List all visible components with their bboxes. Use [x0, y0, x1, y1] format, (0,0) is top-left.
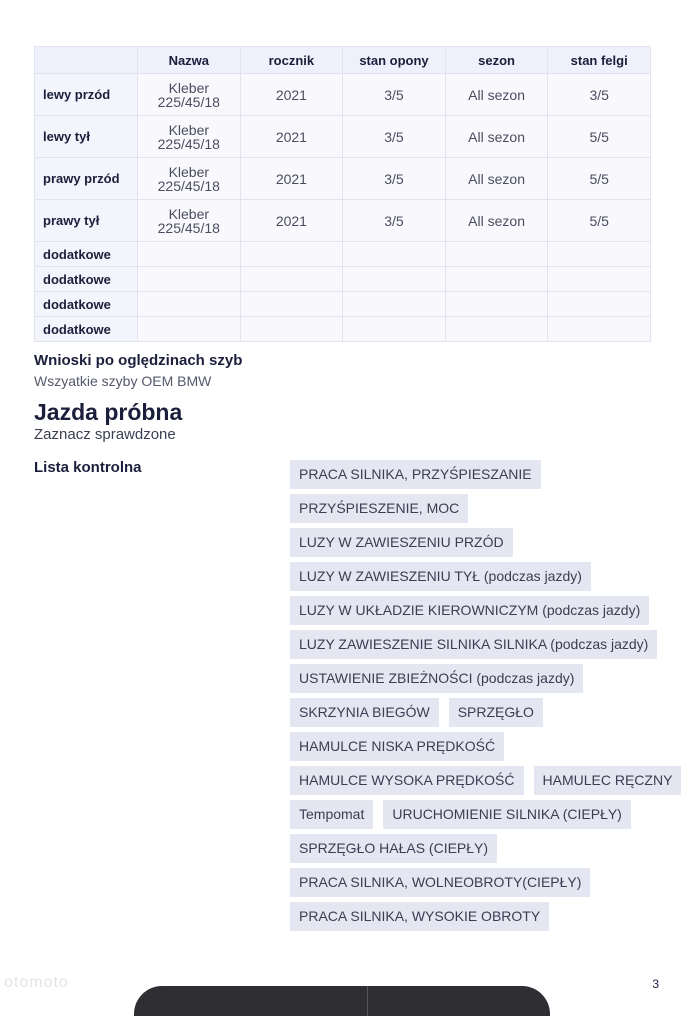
empty-cell — [445, 242, 548, 267]
checklist-item[interactable]: SPRZĘGŁO HAŁAS (CIEPŁY) — [290, 834, 497, 863]
tire-name-cell — [138, 74, 241, 116]
watermark: otomoto — [4, 974, 69, 991]
row-label: dodatkowe — [35, 292, 138, 317]
empty-cell — [445, 292, 548, 317]
row-label: lewy tył — [35, 116, 138, 158]
checklist-item[interactable]: HAMULCE NISKA PRĘDKOŚĆ — [290, 732, 504, 761]
checklist-item[interactable]: LUZY W ZAWIESZENIU TYŁ (podczas jazdy) — [290, 562, 591, 591]
checklist-label: Lista kontrolna — [34, 459, 142, 476]
checklist-item[interactable]: LUZY W ZAWIESZENIU PRZÓD — [290, 528, 513, 557]
checklist-item[interactable]: PRACA SILNIKA, PRZYŚPIESZANIE — [290, 460, 541, 489]
checklist-item[interactable]: LUZY W UKŁADZIE KIEROWNICZYM (podczas jazdy) — [290, 596, 649, 625]
tire-name-cell — [138, 158, 241, 200]
season-cell: All sezon — [445, 200, 548, 242]
checklist-item[interactable]: PRACA SILNIKA, WOLNEOBROTY(CIEPŁY) — [290, 868, 590, 897]
row-label: dodatkowe — [35, 242, 138, 267]
checklist-item[interactable]: PRZYŚPIESZENIE, MOC — [290, 494, 468, 523]
checklist-item[interactable]: SPRZĘGŁO — [449, 698, 543, 727]
empty-cell — [343, 267, 446, 292]
empty-cell — [240, 317, 343, 342]
table-row-extra — [35, 242, 651, 267]
empty-cell — [548, 317, 651, 342]
season-cell: All sezon — [445, 116, 548, 158]
header-tire-condition: stan opony — [343, 47, 446, 74]
checklist-item[interactable]: Tempomat — [290, 800, 373, 829]
year-cell: 2021 — [240, 158, 343, 200]
table-row — [35, 200, 651, 242]
checklist — [290, 460, 673, 936]
tire-brand: Kleber — [168, 79, 210, 96]
row-label: prawy przód — [35, 158, 138, 200]
header-season: sezon — [445, 47, 548, 74]
tire-condition-cell: 3/5 — [343, 200, 446, 242]
empty-cell — [138, 242, 241, 267]
tire-brand: Kleber — [168, 163, 210, 180]
checklist-item[interactable]: URUCHOMIENIE SILNIKA (CIEPŁY) — [383, 800, 631, 829]
year-cell: 2021 — [240, 74, 343, 116]
checklist-item[interactable]: USTAWIENIE ZBIEŻNOŚCI (podczas jazdy) — [290, 664, 583, 693]
tire-condition-cell: 3/5 — [343, 116, 446, 158]
year-cell: 2021 — [240, 116, 343, 158]
empty-cell — [445, 267, 548, 292]
tire-size: 225/45/18 — [157, 177, 220, 194]
tire-condition-cell: 3/5 — [343, 158, 446, 200]
glass-section-title: Wnioski po oględzinach szyb — [34, 352, 243, 369]
tire-brand: Kleber — [168, 121, 210, 138]
header-year: rocznik — [240, 47, 343, 74]
rim-condition-cell: 3/5 — [548, 74, 651, 116]
rim-condition-cell: 5/5 — [548, 116, 651, 158]
toolbar-divider — [367, 986, 368, 1016]
table-row-extra — [35, 317, 651, 342]
empty-cell — [343, 292, 446, 317]
test-drive-title: Jazda próbna — [34, 399, 183, 425]
checklist-item[interactable]: LUZY ZAWIESZENIE SILNIKA SILNIKA (podczas jazdy) — [290, 630, 657, 659]
empty-cell — [445, 317, 548, 342]
tire-size: 225/45/18 — [157, 93, 220, 110]
empty-cell — [240, 242, 343, 267]
page-number: 3 — [652, 977, 659, 991]
empty-cell — [343, 317, 446, 342]
row-label: lewy przód — [35, 74, 138, 116]
empty-cell — [548, 267, 651, 292]
table-row — [35, 116, 651, 158]
rim-condition-cell: 5/5 — [548, 158, 651, 200]
empty-cell — [138, 292, 241, 317]
empty-cell — [240, 267, 343, 292]
bottom-toolbar[interactable] — [134, 986, 550, 1016]
tire-brand: Kleber — [168, 205, 210, 222]
glass-section-text: Wszyatkie szyby OEM BMW — [34, 373, 212, 389]
rim-condition-cell: 5/5 — [548, 200, 651, 242]
empty-cell — [240, 292, 343, 317]
tire-condition-cell: 3/5 — [343, 74, 446, 116]
season-cell: All sezon — [445, 74, 548, 116]
test-drive-subtitle: Zaznacz sprawdzone — [34, 426, 176, 443]
empty-cell — [548, 242, 651, 267]
header-name: Nazwa — [138, 47, 241, 74]
checklist-item[interactable]: HAMULCE WYSOKA PRĘDKOŚĆ — [290, 766, 524, 795]
tire-name-cell — [138, 116, 241, 158]
row-label: prawy tył — [35, 200, 138, 242]
empty-cell — [548, 292, 651, 317]
checklist-item[interactable]: SKRZYNIA BIEGÓW — [290, 698, 439, 727]
tire-table — [34, 46, 651, 342]
table-header-row — [35, 47, 651, 74]
table-row-extra — [35, 292, 651, 317]
empty-cell — [138, 267, 241, 292]
empty-cell — [343, 242, 446, 267]
checklist-item[interactable]: PRACA SILNIKA, WYSOKIE OBROTY — [290, 902, 549, 931]
checklist-item[interactable]: HAMULEC RĘCZNY — [534, 766, 682, 795]
table-row — [35, 158, 651, 200]
row-label: dodatkowe — [35, 317, 138, 342]
table-row-extra — [35, 267, 651, 292]
header-empty — [35, 47, 138, 74]
year-cell: 2021 — [240, 200, 343, 242]
header-rim-condition: stan felgi — [548, 47, 651, 74]
empty-cell — [138, 317, 241, 342]
tire-name-cell — [138, 200, 241, 242]
table-row — [35, 74, 651, 116]
season-cell: All sezon — [445, 158, 548, 200]
row-label: dodatkowe — [35, 267, 138, 292]
tire-size: 225/45/18 — [157, 135, 220, 152]
tire-size: 225/45/18 — [157, 219, 220, 236]
